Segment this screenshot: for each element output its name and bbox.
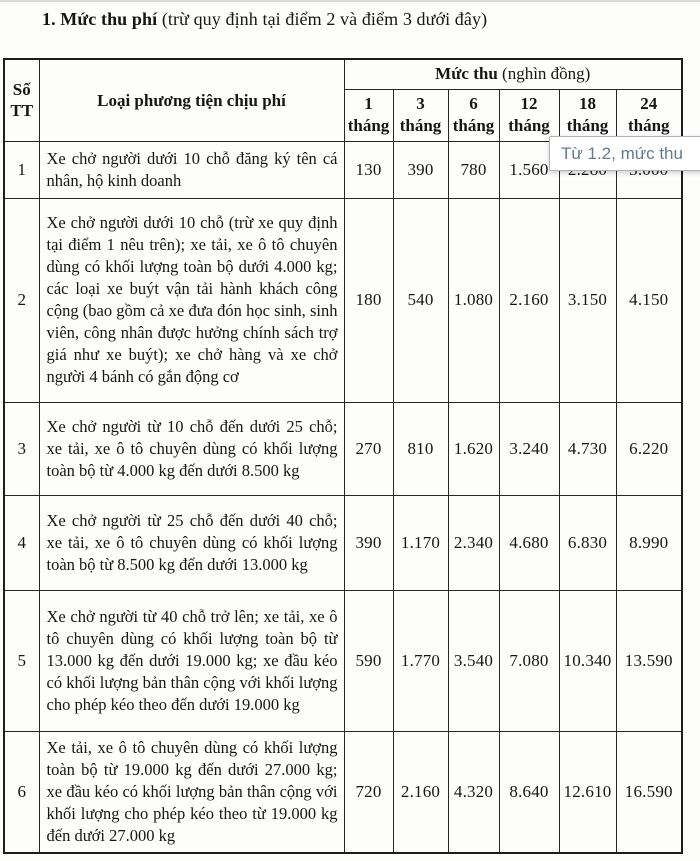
month-number: 12: [520, 94, 538, 113]
value-cell: 7.080: [499, 590, 559, 731]
stt-cell: 1: [4, 141, 39, 198]
value-cell: 4.320: [448, 731, 499, 853]
month-unit: tháng: [627, 116, 670, 135]
value-cell: 10.340: [559, 590, 616, 731]
month-unit: tháng: [347, 116, 390, 135]
value-cell: 130: [344, 141, 393, 198]
month-number: 24: [640, 94, 658, 113]
header-stt: Số TT: [4, 59, 39, 141]
header-month-24: [616, 89, 682, 141]
month-number: 3: [416, 94, 425, 113]
desc-cell: Xe chở người từ 25 chỗ đến dưới 40 chỗ; xe tải, xe ô tô chuyên dùng có khối lượng toàn bộ từ 8.500 kg đến dưới 13.000 kg: [39, 495, 344, 590]
value-cell: 180: [344, 198, 393, 402]
header-month-1: [344, 89, 393, 141]
value-cell: 270: [344, 402, 393, 495]
value-cell: 2.160: [499, 198, 559, 402]
table-row: [4, 590, 682, 731]
month-number: 6: [469, 94, 478, 113]
value-cell: 2.160: [393, 731, 448, 853]
value-cell: 4.730: [559, 402, 616, 495]
value-cell: 8.990: [616, 495, 682, 590]
value-cell: 540: [393, 198, 448, 402]
value-cell: 13.590: [616, 590, 682, 731]
value-cell: 390: [393, 141, 448, 198]
value-cell: 1.170: [393, 495, 448, 590]
fee-table: [3, 58, 683, 854]
value-cell: 3.240: [499, 402, 559, 495]
value-cell: 720: [344, 731, 393, 853]
translation-tooltip-text: Từ 1.2, mức thu: [561, 143, 683, 163]
value-cell: 3.150: [559, 198, 616, 402]
month-number: 1: [364, 94, 373, 113]
month-unit: tháng: [566, 116, 609, 135]
value-cell: 3.540: [448, 590, 499, 731]
stt-cell: 3: [4, 402, 39, 495]
desc-cell: Xe chở người từ 10 chỗ đến dưới 25 chỗ; xe tải, xe ô tô chuyên dùng có khối lượng toàn bộ từ 4.000 kg đến dưới 8.500 kg: [39, 402, 344, 495]
scan-edge-artifact: [0, 0, 700, 2]
month-unit: tháng: [399, 116, 442, 135]
month-unit: tháng: [508, 116, 550, 135]
value-cell: 4.680: [499, 495, 559, 590]
value-cell: 1.770: [393, 590, 448, 731]
header-month-12: [499, 89, 559, 141]
value-cell: 1.560: [499, 141, 559, 198]
value-cell: 12.610: [559, 731, 616, 853]
value-cell: 4.150: [616, 198, 682, 402]
stt-cell: 4: [4, 495, 39, 590]
translation-tooltip[interactable]: [549, 136, 700, 171]
stt-cell: 2: [4, 198, 39, 402]
table-row: [4, 731, 682, 853]
value-cell: 16.590: [616, 731, 682, 853]
table-header-row-group: [4, 59, 682, 89]
value-cell: 1.620: [448, 402, 499, 495]
header-fee-group: [344, 59, 682, 89]
page-title: [42, 9, 487, 30]
value-cell: 2.340: [448, 495, 499, 590]
page-title-rest: (trừ quy định tại điểm 2 và điểm 3 dưới đây): [157, 9, 488, 29]
month-number: 18: [579, 94, 596, 113]
value-cell: 6.220: [616, 402, 682, 495]
value-cell: 780: [448, 141, 499, 198]
header-month-6: [448, 89, 499, 141]
stt-cell: 6: [4, 731, 39, 853]
value-cell: 8.640: [499, 731, 559, 853]
header-fee-group-bold: Mức thu: [435, 64, 498, 84]
header-vehicle-type: Loại phương tiện chịu phí: [39, 59, 344, 141]
table-row: [4, 198, 682, 402]
header-month-3: [393, 89, 448, 141]
value-cell: 1.080: [448, 198, 499, 402]
table-row: [4, 495, 682, 590]
value-cell: 810: [393, 402, 448, 495]
page-title-lead: 1. Mức thu phí: [42, 9, 158, 29]
value-cell: 6.830: [559, 495, 616, 590]
table-row: [4, 402, 682, 495]
value-cell: 590: [344, 590, 393, 731]
header-fee-group-unit: (nghìn đồng): [497, 64, 591, 84]
stt-cell: 5: [4, 590, 39, 731]
desc-cell: Xe tải, xe ô tô chuyên dùng có khối lượng toàn bộ từ 19.000 kg đến dưới 27.000 kg; xe đầu kéo có khối lượng bản thân cộng với khối lượng cho phép kéo theo từ 19.000 kg đến dưới 27.000 kg: [39, 731, 344, 853]
desc-cell: Xe chở người dưới 10 chỗ (trừ xe quy định tại điểm 1 nêu trên); xe tải, xe ô tô chuyên dùng có khối lượng toàn bộ dưới 4.000 kg; các loại xe buýt vận tải hành khách công cộng (bao gồm cả xe đưa đón học sinh, sinh viên, công nhân được hưởng chính sách trợ giá như xe buýt); xe chở hàng và xe chở người 4 bánh có gắn động cơ: [39, 198, 344, 402]
value-cell: 390: [344, 495, 393, 590]
month-unit: tháng: [452, 116, 495, 135]
desc-cell: Xe chở người dưới 10 chỗ đăng ký tên cá nhân, hộ kinh doanh: [39, 141, 344, 198]
header-month-18: [559, 89, 616, 141]
desc-cell: Xe chở người từ 40 chỗ trở lên; xe tải, xe ô tô chuyên dùng có khối lượng toàn bộ từ 13.000 kg đến dưới 19.000 kg; xe đầu kéo có khối lượng bản thân cộng với khối lượng cho phép kéo theo đến dưới 19.000 kg: [39, 590, 344, 731]
